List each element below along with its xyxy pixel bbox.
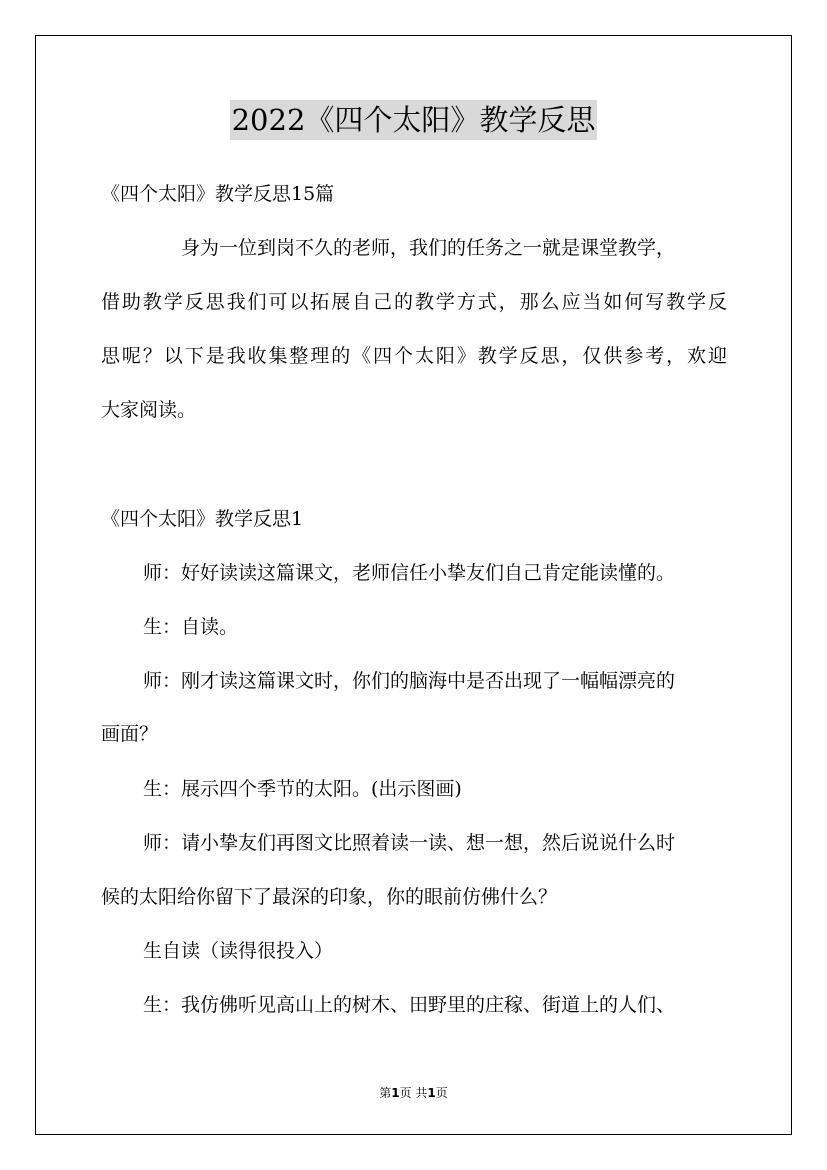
body-line: 师：请小挚友们再图文比照着读一读、想一想，然后说说什么时 <box>143 832 676 854</box>
footer-suffix: 页 <box>435 1086 448 1100</box>
footer-total-pages: 1 <box>427 1086 436 1100</box>
body-line: 生：自读。 <box>143 616 239 638</box>
page-footer <box>0 1085 827 1101</box>
body-line: 师：好好读读这篇课文，老师信任小挚友们自己肯定能读懂的。 <box>143 562 676 584</box>
body-line: 生自读（读得很投入） <box>143 940 334 962</box>
intro-line: 思呢？以下是我收集整理的《四个太阳》教学反思，仅供参考，欢迎 <box>101 345 727 367</box>
intro-line: 大家阅读。 <box>101 399 197 421</box>
footer-mid: 页 共 <box>399 1086 428 1100</box>
body-line: 候的太阳给你留下了最深的印象，你的眼前仿佛什么？ <box>101 886 558 908</box>
section-heading: 《四个太阳》教学反思1 <box>101 508 304 530</box>
body-line: 生：我仿佛听见高山上的树木、田野里的庄稼、街道上的人们、 <box>143 994 676 1016</box>
body-line: 生：展示四个季节的太阳。(出示图画) <box>143 778 462 800</box>
body-line: 画面？ <box>101 723 159 745</box>
intro-line: 身为一位到岗不久的老师，我们的任务之一就是课堂教学， <box>181 237 676 259</box>
title-container <box>0 100 827 140</box>
footer-page-number: 1 <box>391 1086 400 1100</box>
document-title: 2022《四个太阳》教学反思 <box>230 100 598 140</box>
document-subtitle: 《四个太阳》教学反思15篇 <box>101 183 335 205</box>
footer-prefix: 第 <box>379 1086 392 1100</box>
intro-line: 借助教学反思我们可以拓展自己的教学方式，那么应当如何写教学反 <box>101 291 727 313</box>
body-line: 师：刚才读这篇课文时，你们的脑海中是否出现了一幅幅漂亮的 <box>143 670 676 692</box>
